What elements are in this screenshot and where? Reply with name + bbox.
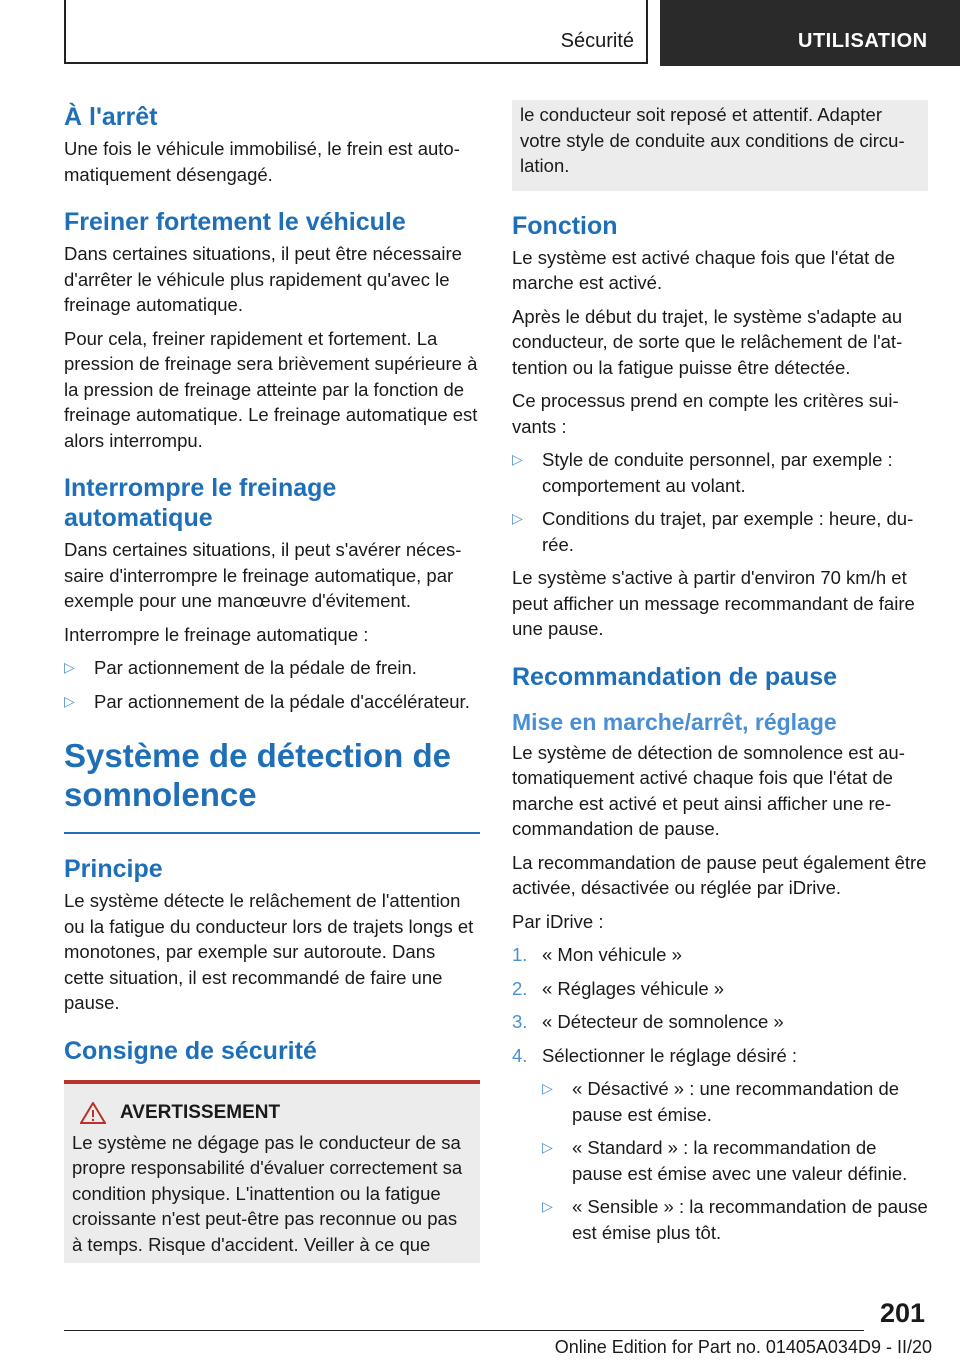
list-item: ▷ « Désactivé » : une recommandation de pause est émise. bbox=[542, 1078, 900, 1125]
interrompre-list bbox=[64, 655, 480, 714]
heading-arret: À l'arrêt bbox=[64, 103, 158, 131]
list-item: ▷ Par actionnement de la pédale d'accélérateur. bbox=[64, 689, 480, 715]
heading-systeme: Système de détection de somnolence bbox=[64, 736, 480, 834]
heading-principe: Principe bbox=[64, 855, 163, 883]
para-fonction-4: Le système s'active à partir d'environ 70 km/h et peut afficher un message recommandant de faire une pause. bbox=[512, 567, 915, 639]
warning-text: Le système ne dégage pas le conducteur de sa propre responsabilité d'évaluer correctement sa condition physique. L'inattention ou la fatigue croissante n'est peut-être pas reconnue ou pas à temps. Risque d'accident. Veiller à ce que bbox=[72, 1131, 463, 1255]
triangle-bullet-icon: ▷ bbox=[512, 510, 523, 526]
heading-consigne: Consigne de sécurité bbox=[64, 1036, 317, 1065]
heading-mise-en-marche: Mise en marche/arrêt, réglage bbox=[512, 708, 837, 735]
step-number: 3. bbox=[512, 1011, 528, 1032]
warning-triangle-icon bbox=[80, 1102, 106, 1124]
setting-options-list bbox=[542, 1076, 928, 1245]
criteria-list bbox=[512, 447, 928, 557]
list-item: ▷ Par actionnement de la pédale de frein. bbox=[64, 655, 480, 681]
para-interrompre-2: Interrompre le freinage automatique : bbox=[64, 623, 369, 645]
step-item: 3. « Détecteur de somnolence » bbox=[512, 1009, 928, 1035]
right-column bbox=[512, 100, 928, 1253]
warning-header bbox=[80, 1102, 472, 1124]
triangle-bullet-icon: ▷ bbox=[542, 1139, 553, 1155]
para-mise-3: Par iDrive : bbox=[512, 910, 604, 932]
header-section-label: Sécurité bbox=[560, 30, 634, 52]
triangle-bullet-icon: ▷ bbox=[512, 451, 523, 467]
idrive-steps bbox=[512, 942, 928, 1245]
para-principe: Le système détecte le relâchement de l'attention ou la fatigue du conducteur lors de trajets longs et monotones, par exemple sur autoroute. Dans cette situation, il est recommandé de faire une pause. bbox=[64, 890, 474, 1013]
step-item: 1. « Mon véhicule » bbox=[512, 942, 928, 968]
para-fonction-1: Le système est activé chaque fois que l'état de marche est activé. bbox=[512, 246, 896, 293]
step-item: 2. « Réglages véhicule » bbox=[512, 976, 928, 1002]
para-fonction-3: Ce processus prend en compte les critères suivants : bbox=[512, 390, 899, 437]
left-column bbox=[64, 100, 480, 1263]
heading-recommandation: Recommandation de pause bbox=[512, 662, 838, 691]
triangle-bullet-icon: ▷ bbox=[64, 692, 75, 709]
triangle-bullet-icon: ▷ bbox=[64, 659, 75, 675]
list-item: ▷ « Sensible » : la recommandation de pause est émise plus tôt. bbox=[542, 1196, 928, 1243]
footer-edition: Online Edition for Part no. 01405A034D9 - II/20 bbox=[554, 1337, 932, 1357]
header-chapter-label: UTILISATION bbox=[798, 30, 928, 52]
para-interrompre-1: Dans certaines situations, il peut s'avérer nécessaire d'interrompre le freinage automatique, par exemple pour une manœuvre d'évitement. bbox=[64, 539, 462, 611]
list-item: ▷ Style de conduite personnel, par exemple : comportement au volant. bbox=[512, 449, 893, 496]
warning-continuation bbox=[512, 100, 928, 191]
para-arret: Une fois le véhicule immobilisé, le frein est automatiquement désengagé. bbox=[64, 138, 460, 185]
warning-box bbox=[64, 1080, 480, 1264]
triangle-bullet-icon: ▷ bbox=[542, 1198, 553, 1214]
step-number: 1. bbox=[512, 944, 528, 965]
para-freiner-1: Dans certaines situations, il peut être nécessaire d'arrêter le véhicule plus rapidement qu'avec le freinage automatique. bbox=[64, 243, 462, 315]
para-mise-1: Le système de détection de somnolence est automatiquement activé chaque fois que l'état de marche est activé et peut ainsi afficher une recommandation de pause. bbox=[512, 741, 905, 839]
footer-divider bbox=[64, 1330, 864, 1331]
list-item: ▷ « Standard » : la recommandation de pause est émise avec une valeur définie. bbox=[542, 1137, 908, 1184]
warning-title: AVERTISSEMENT bbox=[120, 1101, 281, 1123]
page-number: 201 bbox=[880, 1298, 926, 1328]
heading-fonction: Fonction bbox=[512, 211, 618, 240]
warning-cont-text: le conducteur soit reposé et attentif. Adapter votre style de conduite aux conditions de circulation. bbox=[520, 104, 905, 176]
step-item: 4. Sélectionner le réglage désiré : ▷ « Désactivé » : une recommandation de pause est émise. ▷ « Standard » : la recommandation de pause est émise avec une valeur définie. ▷ « Sensible » : la recommandation de pause est émise plus tôt. bbox=[512, 1043, 928, 1246]
heading-freiner: Freiner fortement le véhicule bbox=[64, 208, 406, 236]
para-mise-2: La recommandation de pause peut également être activée, désactivée ou réglée par iDrive. bbox=[512, 851, 927, 898]
list-item: ▷ Conditions du trajet, par exemple : heure, durée. bbox=[512, 508, 914, 555]
triangle-bullet-icon: ▷ bbox=[542, 1080, 553, 1096]
step-number: 2. bbox=[512, 977, 528, 999]
header-section-tab bbox=[64, 0, 648, 64]
para-fonction-2: Après le début du trajet, le système s'adapte au conducteur, de sorte que le relâchement de l'attention ou la fatigue puisse être détectée. bbox=[512, 305, 903, 378]
step-number: 4. bbox=[512, 1044, 528, 1066]
para-freiner-2: Pour cela, freiner rapidement et fortement. La pression de freinage sera brièvement supérieure à la pression de freinage atteinte par la fonction de freinage automatique. Le freinage automatique est alors interrompu. bbox=[64, 327, 478, 451]
heading-interrompre: Interrompre le freinage automatique bbox=[64, 474, 337, 532]
header-chapter-tab bbox=[660, 0, 960, 66]
